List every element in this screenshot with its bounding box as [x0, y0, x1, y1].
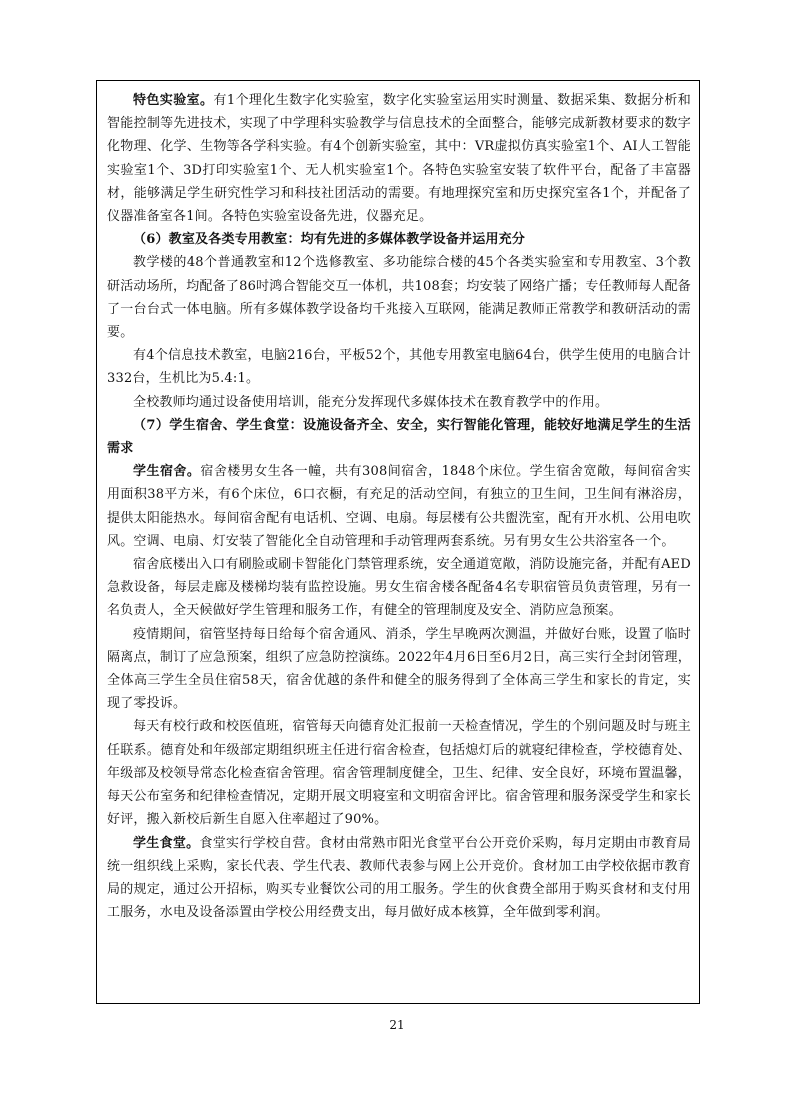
heading-dorm-canteen: （7）学生宿舍、学生食堂：设施设备齐全、安全，实行智能化管理，能较好地满足学生的生活需求: [107, 417, 691, 457]
page-number: 21: [389, 1018, 405, 1032]
paragraph-dorm-management: 每天有校行政和校医值班，宿管每天向德育处汇报前一天检查情况，学生的个别问题及时与班主任联系。德育处和年级部定期组织班主任进行宿舍检查，包括熄灯后的就寝纪律检查，学校德育处、年级部及校领导常态化检查宿舍管理。宿舍管理制度健全，卫生、纪律、安全良好，环境布置温馨，每天公布室务和纪律检查情况，定期开展文明寝室和文明宿舍评比。宿舍管理和服务深受学生和家长好评，搬入新校后新生自愿入住率超过了90%。: [107, 719, 691, 828]
paragraph-special-labs: [107, 89, 691, 228]
lead-canteen: 学生食堂。: [133, 835, 200, 851]
paragraph-teacher-training: 全校教师均通过设备使用培训，能充分发挥现代多媒体技术在教育教学中的作用。: [133, 394, 609, 410]
heading-classrooms: （6）教室及各类专用教室：均有先进的多媒体教学设备并运用充分: [133, 232, 526, 248]
paragraph-dorm-security: 宿舍底楼出入口有刷脸或刷卡智能化门禁管理系统，安全通道宽敞，消防设施完备，并配有AED急救设备，每层走廊及楼梯均装有监控设施。男女生宿舍楼各配备4名专职宿管员负责管理，另有一名负责人，全天候做好学生管理和服务工作，有健全的管理制度及安全、消防应急预案。: [107, 557, 691, 619]
text-canteen: 食堂实行学校自营。食材由常熟市阳光食堂平台公开竞价采购，每月定期由市教育局统一组织线上采购，家长代表、学生代表、教师代表参与网上公开竞价。食材加工由学校依据市教育局的规定，通过公开招标，购买专业餐饮公司的用工服务。学生的伙食费全部用于购买食材和支付用工服务，水电及设备添置由学校公用经费支出，每月做好成本核算，全年做到零利润。: [107, 835, 691, 921]
lead-dormitory: 学生宿舍。: [133, 464, 201, 480]
paragraph-canteen: [107, 832, 691, 925]
lead-special-labs: 特色实验室。: [133, 93, 214, 108]
document-body: [107, 89, 691, 924]
text-special-labs: 有1个理化生数字化实验室，数字化实验室运用实时测量、数据采集、数据分析和智能控制等先进技术，实现了中学理科实验教学与信息技术的全面整合，能够完成新教材要求的数字化物理、化学、生物等各学科实验。有4个创新实验室，其中：VR虚拟仿真实验室1个、AI人工智能实验室1个、3D打印实验室1个、无人机实验室1个。各特色实验室安装了软件平台，配备了丰富器材，能够满足学生研究性学习和科技社团活动的需要。有地理探究室和历史探究室各1个，并配备了仪器准备室各1间。各特色实验室设备先进，仪器充足。: [107, 93, 691, 225]
paragraph-epidemic: 疫情期间，宿管坚持每日给每个宿舍通风、消杀，学生早晚两次测温，并做好台账，设置了临时隔离点，制订了应急预案，组织了应急防控演练。2022年4月6日至6月2日，高三实行全封闭管理，全体高三学生全员住宿58天，宿舍优越的条件和健全的服务得到了全体高三学生和家长的肯定，实现了零投诉。: [107, 626, 691, 712]
paragraph-dormitory: [107, 460, 691, 553]
paragraph-multimedia: 教学楼的48个普通教室和12个选修教室、多功能综合楼的45个各类实验室和专用教室、3个教研活动场所，均配备了86吋鸿合智能交互一体机，共108套；均安装了网络广播；专任教师每人配备了一台台式一体电脑。所有多媒体教学设备均千兆接入互联网，能满足教师正常教学和教研活动的需要。: [107, 255, 691, 341]
paragraph-it-rooms: 有4个信息技术教室，电脑216台，平板52个，其他专用教室电脑64台，供学生使用的电脑合计332台，生机比为5.4:1。: [107, 348, 691, 387]
content-frame: [96, 80, 700, 1004]
text-dormitory: 宿舍楼男女生各一幢，共有308间宿舍，1848个床位。学生宿舍宽敞，每间宿舍实用面积38平方米，有6个床位，6口衣橱，有充足的活动空间，有独立的卫生间，卫生间有淋浴房，提供太阳能热水。每间宿舍配有电话机、空调、电扇。每层楼有公共盥洗室，配有开水机、公用电吹风。空调、电扇、灯安装了智能化全自动管理和手动管理两套系统。另有男女生公共浴室各一个。: [107, 464, 691, 549]
